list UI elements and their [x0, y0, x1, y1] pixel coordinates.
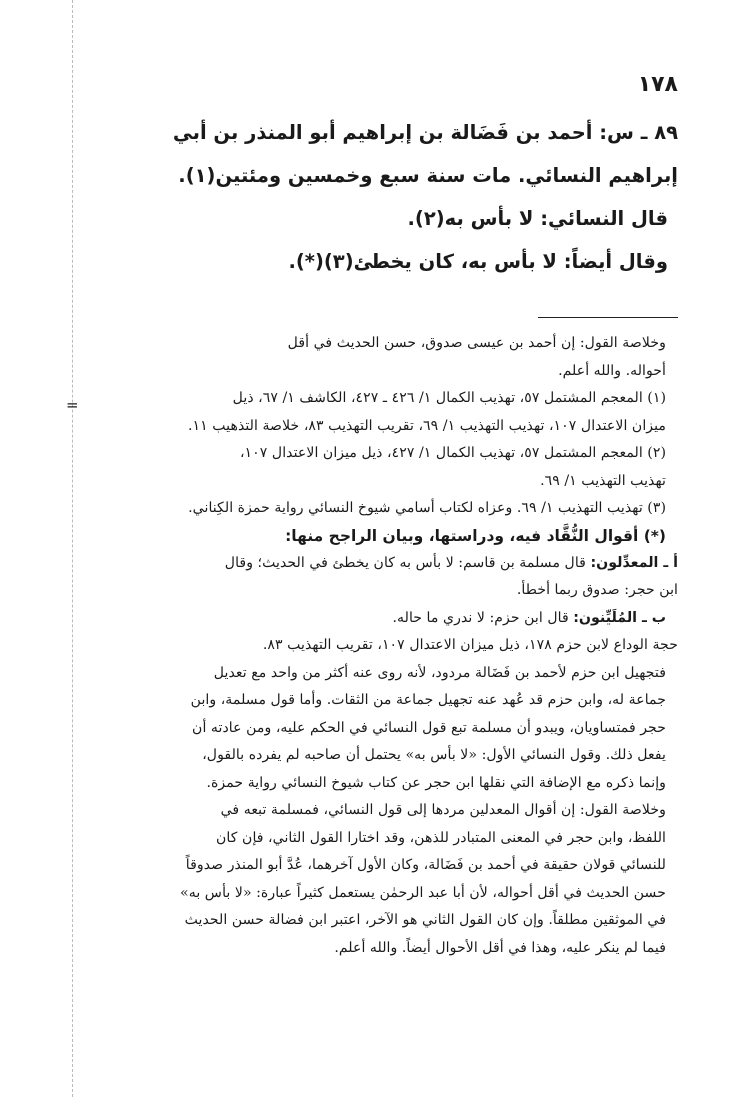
footnote-continuation: وخلاصة القول: إن أحمد بن عيسى صدوق، حسن الحديث في أقل أحواله. والله أعلم.: [287, 335, 666, 379]
entry-nasai-statement: قال النسائي: لا بأس به(٢).: [407, 207, 668, 230]
page-number: ١٧٨: [637, 72, 678, 97]
footnote-separator: [538, 317, 678, 318]
entry-nasai-second-statement: وقال أيضاً: لا بأس به، كان يخطئ(٣)(*).: [288, 250, 668, 273]
reference-line: حجة الوداع لابن حزم ١٧٨، ذيل ميزان الاعتدال ١٠٧، تقريب التهذيب ٨٣.: [262, 637, 678, 653]
entry-heading-line-2: إبراهيم النسائي. مات سنة سبع وخمسين ومئتين(١).: [178, 164, 678, 187]
approvers-label: أ ـ المعدِّلون:: [590, 554, 678, 571]
footnote-3: (٣) تهذيب التهذيب ١/ ٦٩. وعزاه لكتاب أسامي شيوخ النسائي رواية حمزة الكِناني.: [188, 500, 666, 516]
footnote-1: (١) المعجم المشتمل ٥٧، تهذيب الكمال ١/ ٤٢٦ ـ ٤٢٧، الكاشف ١/ ٦٧، ذيل ميزان الاعتدال ١٠٧، تهذيب التهذيب ١/ ٦٩، تقريب التهذيب ٨٣، خلاصة التذهيب ١١.: [187, 390, 666, 434]
narrators-weakeners: ب ـ المُلَيِّنون: قال ابن حزم: لا ندري ما حاله.: [392, 609, 666, 626]
continuation-marker: =: [66, 396, 79, 414]
document-page: [66, 60, 678, 962]
entry-heading-line-1: ٨٩ ـ س: أحمد بن فَضَالة بن إبراهيم أبو المنذر بن أبي: [172, 121, 678, 144]
binding-margin-line: [72, 0, 73, 1097]
weakeners-label: ب ـ المُلَيِّنون:: [573, 609, 666, 626]
narrators-approvers: أ ـ المعدِّلون: قال مسلمة بن قاسم: لا بأس به كان يخطئ في الحديث؛ وقال ابن حجر: صدوق ربما أخطأ.: [224, 554, 678, 598]
critics-section-heading: (*) أقوال النُّقَّاد فيه، ودراستها، وبيان الراجح منها:: [285, 526, 666, 545]
discussion-paragraph: فتجهيل ابن حزم لأحمد بن فَضَالة مردود، لأنه روى عنه أكثر من واحد مع تعديل جماعة له، وابن حزم قد عُهد عنه تجهيل جماعة من الثقات. وأما قول مسلمة، وابن حجر فمتساويان، ويبدو أن مسلمة تبع قول النسائي في الحكم عليه، ومن عادته أن يفعل ذلك. وقول النسائي الأول: «لا بأس به» يحتمل أن صاحبه لم يفرده بالقول، وإنما ذكره مع الإضافة التي نقلها ابن حجر عن كتاب شيوخ النسائي رواية حمزة.: [190, 664, 666, 791]
footnote-2: (٢) المعجم المشتمل ٥٧، تهذيب الكمال ١/ ٤٢٧، ذيل ميزان الاعتدال ١٠٧، تهذيب التهذيب ١/ ٦٩.: [239, 445, 666, 489]
conclusion-paragraph: وخلاصة القول: إن أقوال المعدلين مردها إلى قول النسائي، فمسلمة تبعه في اللفظ، وابن حجر في المعنى المتبادر للذهن، وقد اختارا القول الثاني، فإن كان للنسائي قولان حقيقة في أحمد بن فَضَالة، وكان الأول آخرهما، عُدَّ أبو المنذر صدوقاً حسن الحديث في أقل أحواله، لأن أبا عبد الرحمٰن يستعمل كثيراً عبارة: «لا بأس به» في الموثقين مطلقاً. وإن كان القول الثاني هو الآخر، اعتبر ابن فضالة حسن الحديث فيما لم ينكر عليه، وهذا في أقل الأحوال أيضاً. والله أعلم.: [180, 802, 666, 956]
